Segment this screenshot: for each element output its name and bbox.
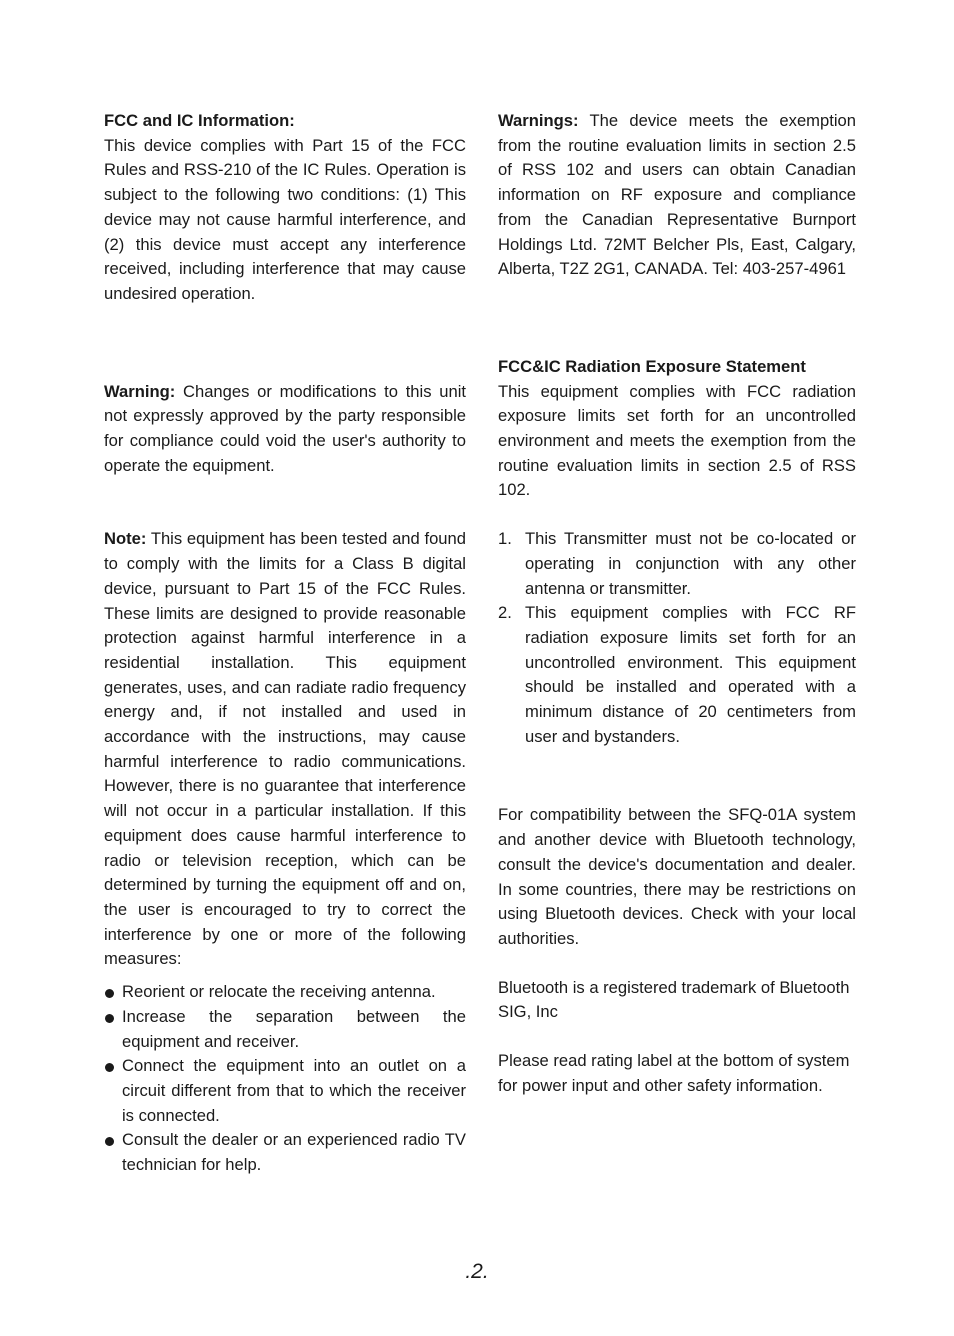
left-column [104, 109, 466, 1178]
list-item [104, 980, 466, 1005]
list-item [104, 1128, 466, 1177]
item-text: This equipment complies with FCC RF radiation exposure limits set forth for an uncontrolled environment. This equipment should be installed and operated with a minimum distance of 20 centimeters from user and bystanders. [525, 603, 856, 746]
warning-paragraph [104, 380, 466, 479]
page-number: .2. [465, 1260, 489, 1283]
list-item [498, 527, 856, 601]
measure-text: Connect the equipment into an outlet on a circuit different from that to which the receiver is connected. [122, 1056, 466, 1125]
warnings-paragraph [498, 109, 856, 282]
list-item [498, 601, 856, 749]
measure-text: Reorient or relocate the receiving antenna. [122, 982, 436, 1002]
note-paragraph [104, 527, 466, 972]
warnings-label: Warnings: [498, 111, 579, 130]
right-column [498, 109, 856, 1099]
fcc-ic-paragraph: This device complies with Part 15 of the FCC Rules and RSS-210 of the IC Rules. Operation is subject to the following two conditions: (1) This device may not cause harmful interference, and (2) this device must accept any interference received, including interference that may cause undesired operation. [104, 135, 466, 303]
item-number: 2. [498, 603, 512, 623]
fcc-ic-heading: FCC and IC Information: [104, 111, 295, 130]
measure-text: Consult the dealer or an experienced radio TV technician for help. [122, 1130, 466, 1175]
trademark-paragraph: Bluetooth is a registered trademark of Bluetooth SIG, Inc [498, 977, 850, 1022]
warning-text: Changes or modifications to this unit not expressly approved by the party responsible for compliance could void the user's authority to operate the equipment. [104, 381, 466, 475]
radiation-heading: FCC&IC Radiation Exposure Statement [498, 356, 806, 376]
note-text: This equipment has been tested and found to comply with the limits for a Class B digital device, pursuant to Part 15 of the FCC Rules. These limits are designed to provide reasonable protection against harmful interference in a residential installation. This equipment generates, uses, and can radiate radio frequency energy and, if not installed and used in accordance with the instructions, may cause harmful interference to radio communications. However, there is no guarantee that interference will not occur in a particular installation. If this equipment does cause harmful interference to radio or television reception, which can be determined by turning the equipment off and on, the user is encouraged to try to correct the interference by one or more of the following measures: [104, 529, 466, 969]
item-number: 1. [498, 529, 512, 549]
bullet-icon [105, 1063, 114, 1072]
bluetooth-compatibility-paragraph: For compatibility between the SFQ-01A system and another device with Bluetooth technology, consult the device's documentation and dealer. In some countries, there may be restrictions on using Bluetooth devices. Check with your local authorities. [498, 805, 856, 948]
list-item [104, 1005, 466, 1054]
bullet-icon [105, 989, 114, 998]
measure-text: Increase the separation between the equipment and receiver. [122, 1006, 466, 1051]
radiation-conditions-list [498, 527, 856, 749]
warning-label: Warning: [104, 381, 176, 401]
warnings-text: The device meets the exemption from the routine evaluation limits in section 2.5 of RSS 102 and users can obtain Canadian information on RF exposure and compliance from the Canadian Representative Burnport Holdings Ltd. 72MT Belcher Pls, East, Calgary, Alberta, T2Z 2G1, CANADA. Tel: 403-257-4961 [498, 111, 856, 279]
bullet-icon [105, 1014, 114, 1023]
radiation-paragraph: This equipment complies with FCC radiation exposure limits set forth for an uncontrolled environment and meets the exemption from the routine evaluation limits in section 2.5 of RSS 102. [498, 381, 856, 500]
rating-label-paragraph: Please read rating label at the bottom of system for power input and other safety information. [498, 1051, 850, 1095]
item-text: This Transmitter must not be co-located or operating in conjunction with any other antenna or transmitter. [525, 529, 856, 598]
measures-list [104, 980, 466, 1178]
bullet-icon [105, 1137, 114, 1146]
list-item [104, 1054, 466, 1128]
note-label: Note: [104, 529, 147, 549]
